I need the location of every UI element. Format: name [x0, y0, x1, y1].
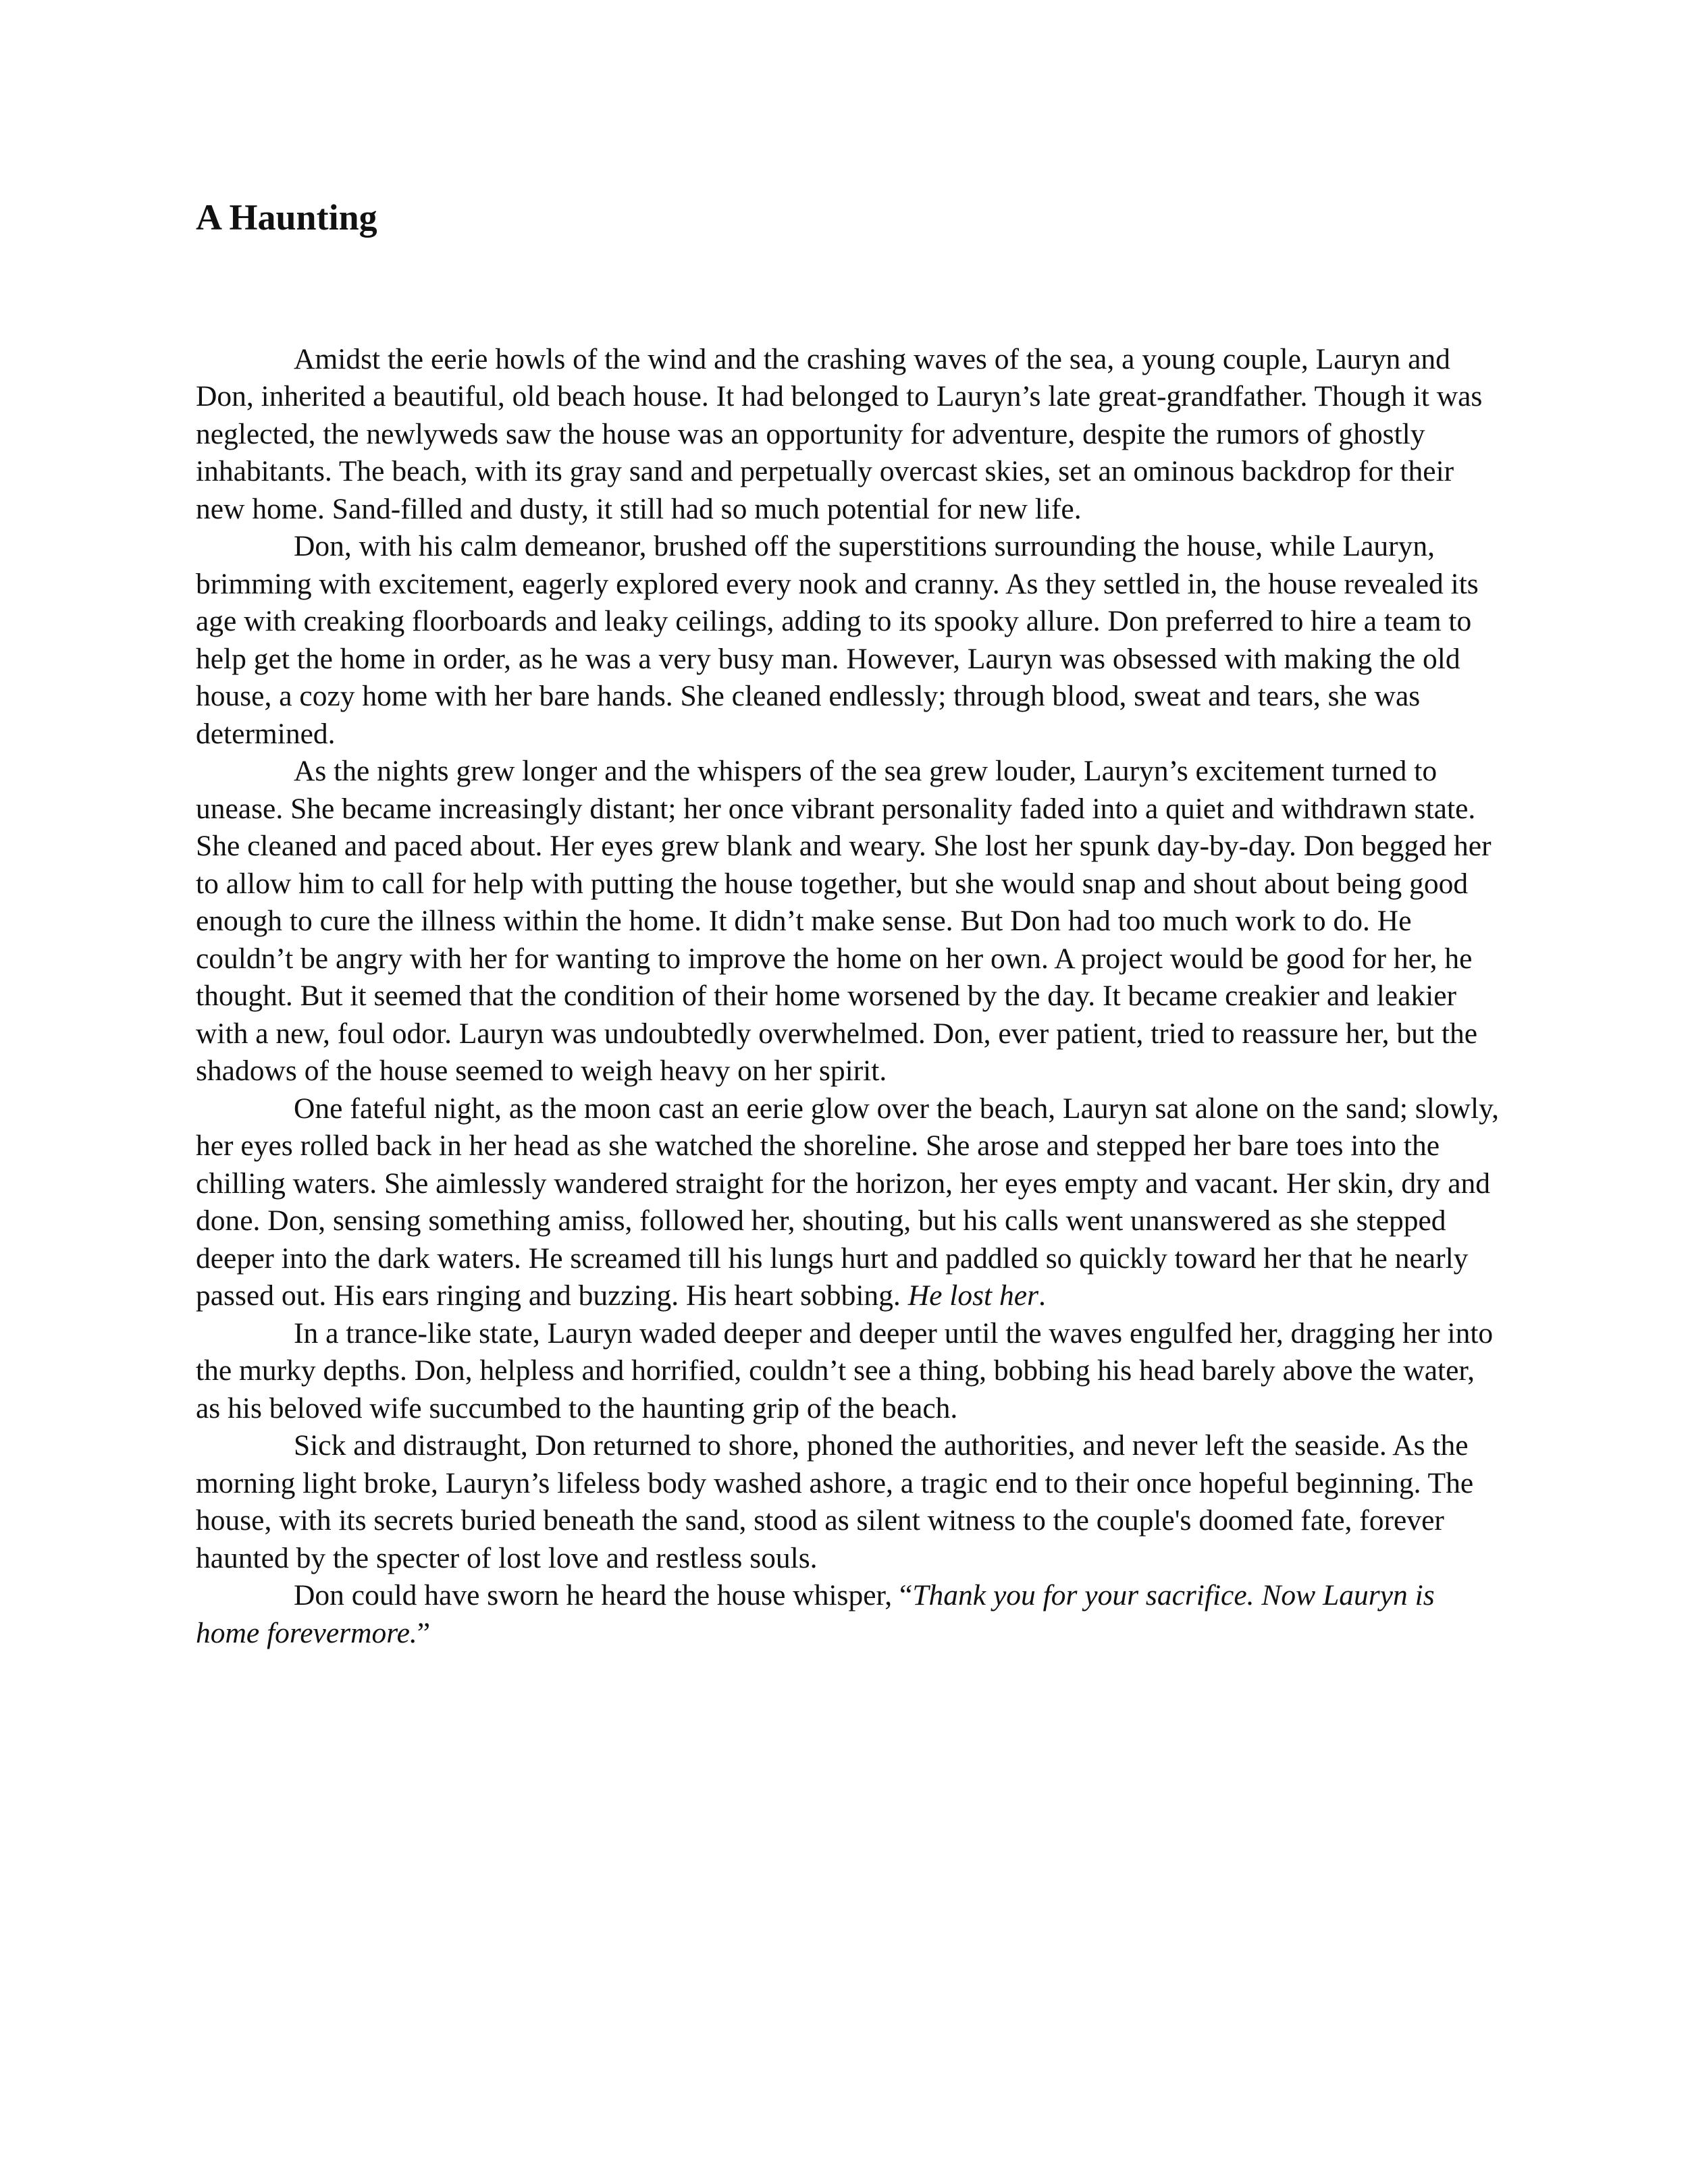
paragraph-text: ” [417, 1616, 431, 1649]
italic-text: He lost her [907, 1279, 1038, 1312]
paragraph-text: Amidst the eerie howls of the wind and the crashing waves of the sea, a young couple, Lauryn and Don, inherited a beautiful, old beach house. It had belonged to Lauryn’s late great-grandfather. Though it was neglected, the newlyweds saw the house was an opportunity for adventure, despite the rumors of ghostly inhabitants. The beach, with its gray sand and perpetually overcast skies, set an ominous backdrop for their new home. Sand-filled and dusty, it still had so much potential for new life. [196, 342, 1483, 525]
document-body [196, 341, 1499, 1653]
paragraph-5 [196, 1315, 1499, 1428]
paragraph-3 [196, 753, 1499, 1090]
paragraph-text: In a trance-like state, Lauryn waded deeper and deeper until the waves engulfed her, dragging her into the murky depths. Don, helpless and horrified, couldn’t see a thing, bobbing his head barely above the water, as his beloved wife succumbed to the haunting grip of the beach. [196, 1316, 1494, 1424]
document-title: A Haunting [196, 197, 377, 238]
paragraph-1 [196, 341, 1499, 529]
paragraph-text: Don, with his calm demeanor, brushed off the superstitions surrounding the house, while Lauryn, brimming with excitement, eagerly explored every nook and cranny. As they settled in, the house revealed its age with creaking floorboards and leaky ceilings, adding to its spooky allure. Don preferred to hire a team to help get the home in order, as he was a very busy man. However, Lauryn was obsessed with making the old house, a cozy home with her bare hands. She cleaned endlessly; through blood, sweat and tears, she was determined. [196, 530, 1479, 750]
paragraph-2 [196, 528, 1499, 753]
paragraph-6 [196, 1427, 1499, 1577]
italic-text: Thank you for your sacrifice. Now Lauryn is home forevermore. [196, 1579, 1435, 1649]
paragraph-text: Don could have sworn he heard the house whisper, “ [294, 1579, 913, 1612]
paragraph-text: One fateful night, as the moon cast an eerie glow over the beach, Lauryn sat alone on the sand; slowly, her eyes rolled back in her head as she watched the shoreline. She arose and stepped her bare toes into the chilling waters. She aimlessly wandered straight for the horizon, her eyes empty and vacant. Her skin, dry and done. Don, sensing something amiss, followed her, shouting, but his calls went unanswered as she stepped deeper into the dark waters. He screamed till his lungs hurt and paddled so quickly toward her that he nearly passed out. His ears ringing and buzzing. His heart sobbing. [196, 1092, 1499, 1312]
paragraph-text: . [1038, 1279, 1046, 1312]
paragraph-7 [196, 1577, 1499, 1652]
document-page [196, 196, 1499, 1652]
paragraph-text: Sick and distraught, Don returned to shore, phoned the authorities, and never left the seaside. As the morning light broke, Lauryn’s lifeless body washed ashore, a tragic end to their once hopeful beginning. The house, with its secrets buried beneath the sand, stood as silent witness to the couple's doomed fate, forever haunted by the specter of lost love and restless souls. [196, 1429, 1474, 1574]
paragraph-text: As the nights grew longer and the whispers of the sea grew louder, Lauryn’s excitement turned to unease. She became increasingly distant; her once vibrant personality faded into a quiet and withdrawn state. She cleaned and paced about. Her eyes grew blank and weary. She lost her spunk day-by-day. Don begged her to allow him to call for help with putting the house together, but she would snap and shout about being good enough to cure the illness within the home. It didn’t make sense. But Don had too much work to do. He couldn’t be angry with her for wanting to improve the home on her own. A project would be good for her, he thought. But it seemed that the condition of their home worsened by the day. It became creakier and leakier with a new, foul odor. Lauryn was undoubtedly overwhelmed. Don, ever patient, tried to reassure her, but the shadows of the house seemed to weigh heavy on her spirit. [196, 755, 1492, 1088]
paragraph-4 [196, 1090, 1499, 1315]
